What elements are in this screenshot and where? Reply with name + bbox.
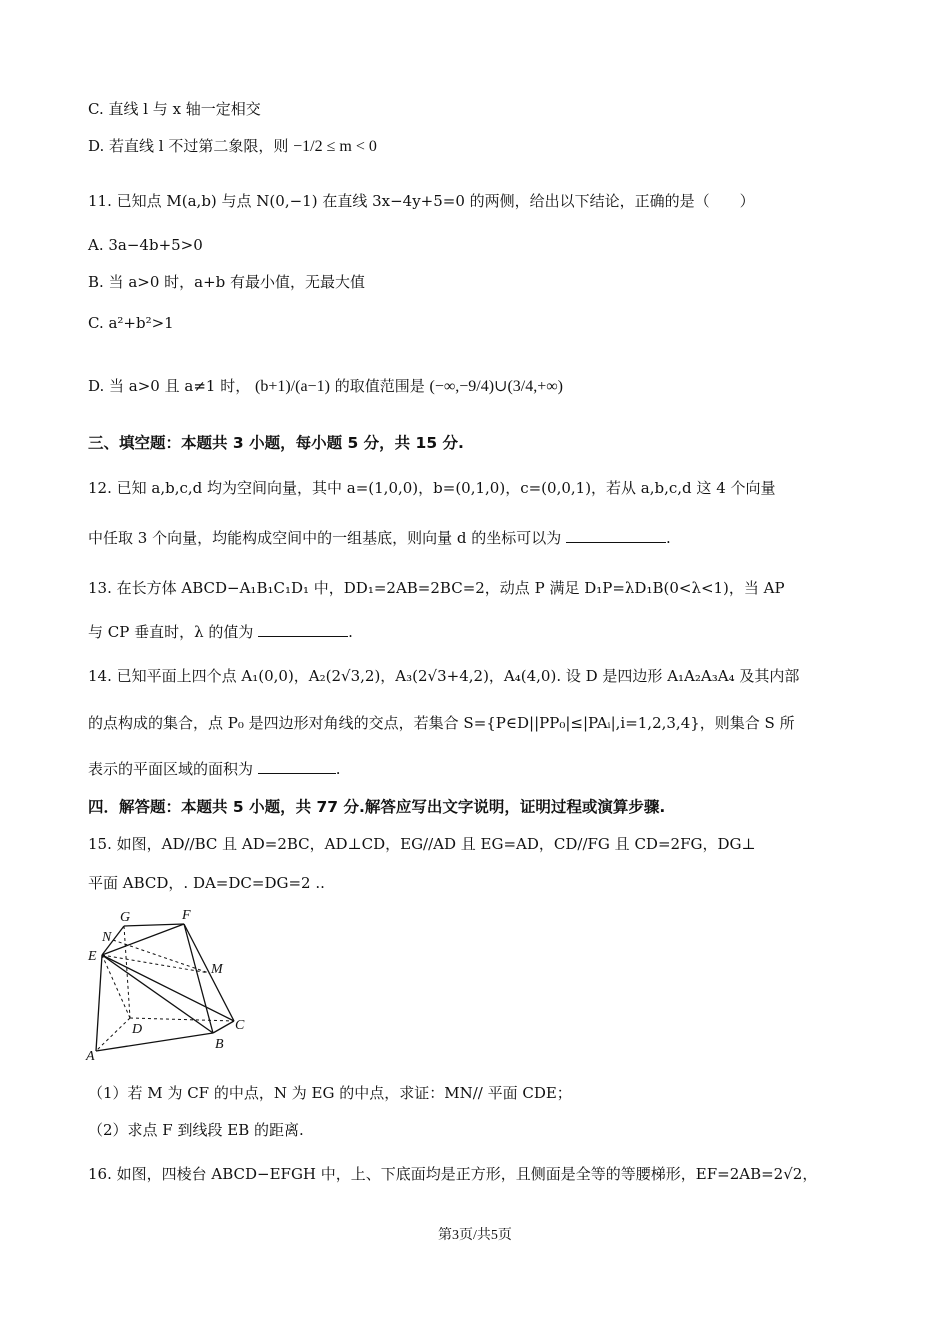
label-E: E <box>88 949 97 964</box>
option-c-q11: C. a²+b²>1 <box>88 314 174 332</box>
option-d-q10: D. 若直线 l 不过第二象限，则 −1/2 ≤ m < 0 <box>88 137 377 155</box>
label-B: B <box>215 1037 224 1052</box>
question-13-line-2: 与 CP 垂直时，λ 的值为 . <box>88 623 353 641</box>
question-12-line-1: 12. 已知 a,b,c,d 均为空间向量，其中 a=(1,0,0)，b=(0,1,0)，c=(0,0,1)，若从 a,b,c,d 这 4 个向量 <box>88 479 776 497</box>
geometry-figure <box>82 905 262 1065</box>
question-15-part-1: （1）若 M 为 CF 的中点，N 为 EG 的中点，求证：MN// 平面 CDE； <box>88 1084 572 1102</box>
edge-EB <box>102 955 213 1033</box>
answer-blank <box>566 528 666 543</box>
option-a-q11: A. 3a−4b+5>0 <box>88 236 203 254</box>
edge-FB <box>184 924 213 1033</box>
answer-blank <box>258 759 336 774</box>
question-15-part-2: （2）求点 F 到线段 EB 的距离. <box>88 1121 304 1139</box>
question-13-line-1: 13. 在长方体 ABCD−A₁B₁C₁D₁ 中，DD₁=2AB=2BC=2，动点 P 满足 D₁P=λD₁B(0<λ<1)，当 AP <box>88 579 785 597</box>
question-14-line-1: 14. 已知平面上四个点 A₁(0,0)，A₂(2√3,2)，A₃(2√3+4,2)，A₄(4,0). 设 D 是四边形 A₁A₂A₃A₄ 及其内部 <box>88 667 800 685</box>
question-15-line-2: 平面 ABCD，. DA=DC=DG=2 .. <box>88 874 325 892</box>
section-3-heading: 三、填空题：本题共 3 小题，每小题 5 分，共 15 分. <box>88 434 464 452</box>
label-D: D <box>132 1022 143 1037</box>
edge-DC <box>130 1018 234 1021</box>
range-expression: (−∞,−9/4)∪(3/4,+∞) <box>429 378 563 395</box>
edge-GF <box>124 924 184 926</box>
label-M: M <box>211 962 223 977</box>
label-C: C <box>235 1018 245 1033</box>
label-A: A <box>86 1049 95 1064</box>
fraction-expression: (b+1)/(a−1) <box>255 378 330 395</box>
question-12-line-2: 中任取 3 个向量，均能构成空间中的一组基底，则向量 d 的坐标可以为 . <box>88 529 671 547</box>
edge-AB <box>96 1033 213 1051</box>
option-c-q10: C. 直线 l 与 x 轴一定相交 <box>88 100 261 118</box>
question-11: 11. 已知点 M(a,b) 与点 N(0,−1) 在直线 3x−4y+5=0 的两侧，给出以下结论，正确的是（ ） <box>88 192 755 210</box>
question-16-line-1: 16. 如图，四棱台 ABCD−EFGH 中，上、下底面均是正方形，且侧面是全等的等腰梯形，EF=2AB=2√2， <box>88 1165 818 1183</box>
label-G: G <box>120 910 131 925</box>
question-15-line-1: 15. 如图，AD//BC 且 AD=2BC，AD⊥CD，EG//AD 且 EG=AD，CD//FG 且 CD=2FG，DG⊥ <box>88 835 756 853</box>
question-14-line-2: 的点构成的集合，点 P₀ 是四边形对角线的交点，若集合 S={P∈D||PP₀|≤|PAᵢ|,i=1,2,3,4}，则集合 S 所 <box>88 714 795 732</box>
question-14-line-3: 表示的平面区域的面积为 . <box>88 760 341 778</box>
option-d-q11: D. 当 a>0 且 a≠1 时， (b+1)/(a−1) 的取值范围是 (−∞,−9/4)∪(3/4,+∞) <box>88 377 563 395</box>
answer-blank <box>258 622 348 637</box>
option-b-q11: B. 当 a>0 时，a+b 有最小值，无最大值 <box>88 273 366 291</box>
label-F: F <box>182 908 191 923</box>
page-footer: 第3页/共5页 <box>438 1228 512 1243</box>
section-4-heading: 四．解答题：本题共 5 小题，共 77 分.解答应写出文字说明，证明过程或演算步骤. <box>88 798 666 816</box>
label-N: N <box>102 930 112 945</box>
edge-BC <box>213 1021 234 1033</box>
math-inequality: −1/2 ≤ m < 0 <box>293 138 377 155</box>
edge-EA <box>96 955 102 1051</box>
